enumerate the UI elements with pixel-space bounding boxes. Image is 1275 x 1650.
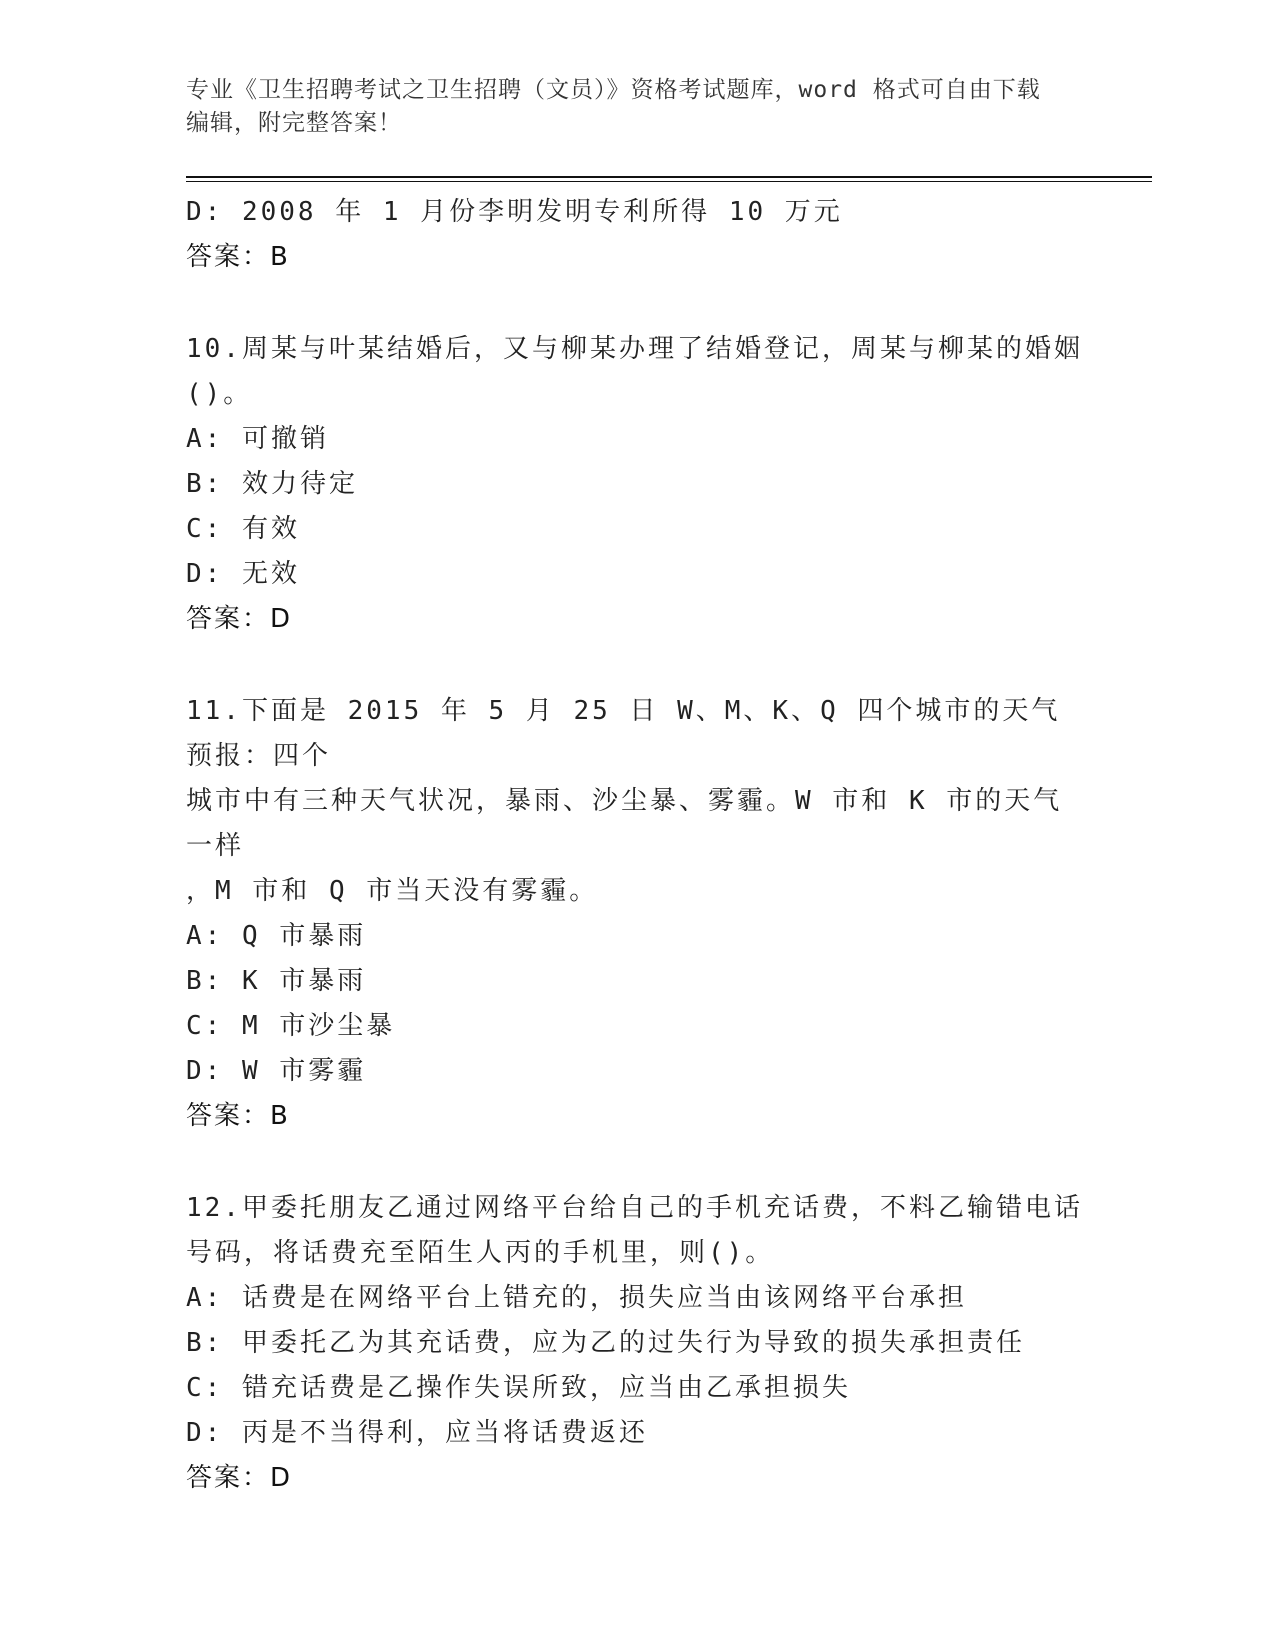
- option-c: C: 有效: [186, 514, 300, 544]
- previous-question-tail: [186, 190, 1086, 280]
- question-12: [186, 1186, 1086, 1501]
- answer-line: 答案：D: [186, 1463, 293, 1493]
- option-c: C: M 市沙尘暴: [186, 1011, 396, 1041]
- option-a: A: 话费是在网络平台上错充的，损失应当由该网络平台承担: [186, 1283, 967, 1313]
- header-rule-thin: [186, 181, 1152, 182]
- spacer: [186, 280, 1086, 327]
- option-d: D: W 市雾霾: [186, 1056, 367, 1086]
- option-d: D: 无效: [186, 559, 300, 589]
- option-d: D: 2008 年 1 月份李明发明专利所得 10 万元: [186, 197, 843, 227]
- option-b: B: 甲委托乙为其充话费，应为乙的过失行为导致的损失承担责任: [186, 1328, 1025, 1358]
- spacer: [186, 1139, 1086, 1186]
- question-text-line: ()。: [186, 379, 253, 409]
- header-line-2: 编辑，附完整答案！: [186, 110, 402, 136]
- question-text-line: 11.下面是 2015 年 5 月 25 日 W、M、K、Q 四个城市的天气预报：四个: [186, 696, 1061, 771]
- question-11: [186, 689, 1086, 1139]
- answer-line: 答案：B: [186, 1101, 290, 1131]
- option-a: A: Q 市暴雨: [186, 921, 367, 951]
- spacer: [186, 642, 1086, 689]
- option-a: A: 可撤销: [186, 424, 329, 454]
- question-text-line: ，M 市和 Q 市当天没有雾霾。: [186, 876, 599, 906]
- question-text-line: 城市中有三种天气状况，暴雨、沙尘暴、雾霾。W 市和 K 市的天气一样: [186, 786, 1063, 861]
- option-c: C: 错充话费是乙操作失误所致，应当由乙承担损失: [186, 1373, 851, 1403]
- option-b: B: 效力待定: [186, 469, 358, 499]
- question-text-line: 12.甲委托朋友乙通过网络平台给自己的手机充话费，不料乙输错电话: [186, 1193, 1083, 1223]
- header-rule-thick: [186, 176, 1152, 178]
- answer-line: 答案：B: [186, 242, 290, 272]
- question-text-line: 号码，将话费充至陌生人丙的手机里，则()。: [186, 1238, 775, 1268]
- option-b: B: K 市暴雨: [186, 966, 367, 996]
- answer-line: 答案：D: [186, 604, 293, 634]
- page-header: [186, 74, 1086, 140]
- question-10: [186, 327, 1086, 642]
- document-body: [186, 190, 1086, 1501]
- question-text-line: 10.周某与叶某结婚后，又与柳某办理了结婚登记，周某与柳某的婚姻: [186, 334, 1083, 364]
- header-line-1: 专业《卫生招聘考试之卫生招聘（文员）》资格考试题库，word 格式可自由下载: [186, 77, 1041, 103]
- option-d: D: 丙是不当得利，应当将话费返还: [186, 1418, 648, 1448]
